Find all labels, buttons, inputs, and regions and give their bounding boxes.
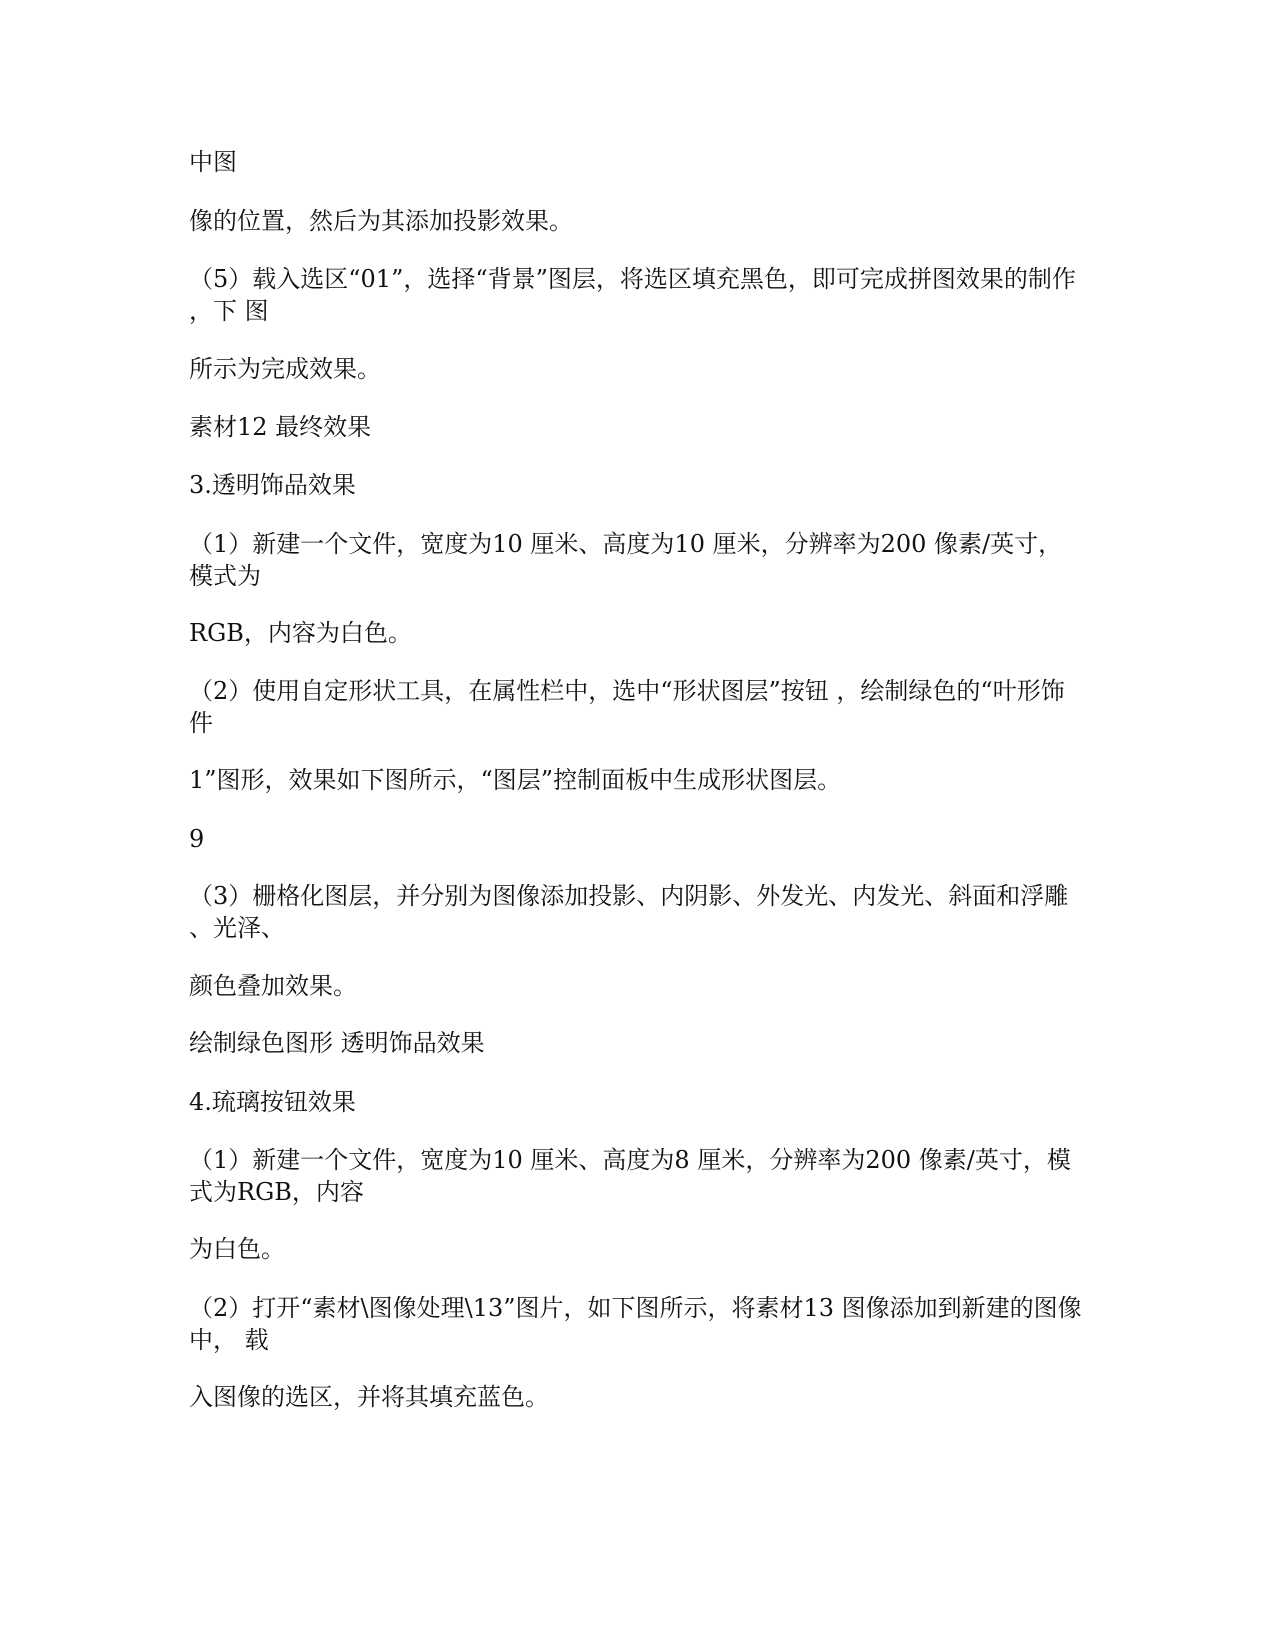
text-line: 1”图形，效果如下图所示，“图层”控制面板中生成形状图层。 <box>189 766 842 794</box>
section-heading: 3.透明饰品效果 <box>189 471 356 499</box>
text-line: 中图 <box>189 148 237 176</box>
text-line: 绘制绿色图形 透明饰品效果 <box>189 1029 485 1057</box>
text-line: 件 <box>189 709 213 737</box>
text-line: 、光泽、 <box>189 914 285 942</box>
text-line: 式为RGB，内容 <box>189 1178 364 1206</box>
text-line: （3）栅格化图层，并分别为图像添加投影、内阴影、外发光、内发光、斜面和浮雕 <box>189 882 1069 910</box>
text-line: 素材12 最终效果 <box>189 413 372 441</box>
text-line: （5）载入选区“01”，选择“背景”图层，将选区填充黑色，即可完成拼图效果的制作 <box>189 265 1076 293</box>
text-line: RGB，内容为白色。 <box>189 619 412 647</box>
text-line: 入图像的选区，并将其填充蓝色。 <box>189 1383 549 1411</box>
text-line: 像的位置，然后为其添加投影效果。 <box>189 207 573 235</box>
text-line: （1）新建一个文件，宽度为10 厘米、高度为10 厘米，分辨率为200 像素/英寸， <box>189 530 1063 558</box>
text-line: （1）新建一个文件，宽度为10 厘米、高度为8 厘米，分辨率为200 像素/英寸，模 <box>189 1146 1071 1174</box>
text-line: （2）打开“素材\图像处理\13”图片，如下图所示，将素材13 图像添加到新建的图像 <box>189 1294 1082 1322</box>
text-line: 颜色叠加效果。 <box>189 972 357 1000</box>
text-line: 为白色。 <box>189 1235 285 1263</box>
page-number: 9 <box>189 825 205 853</box>
section-heading: 4.琉璃按钮效果 <box>189 1088 356 1116</box>
text-line: 中， 载 <box>189 1326 269 1354</box>
text-line: 所示为完成效果。 <box>189 355 381 383</box>
text-line: ，下 图 <box>189 297 269 325</box>
text-line: 模式为 <box>189 562 261 590</box>
text-line: （2）使用自定形状工具，在属性栏中，选中“形状图层”按钮 ，绘制绿色的“叶形饰 <box>189 677 1065 705</box>
